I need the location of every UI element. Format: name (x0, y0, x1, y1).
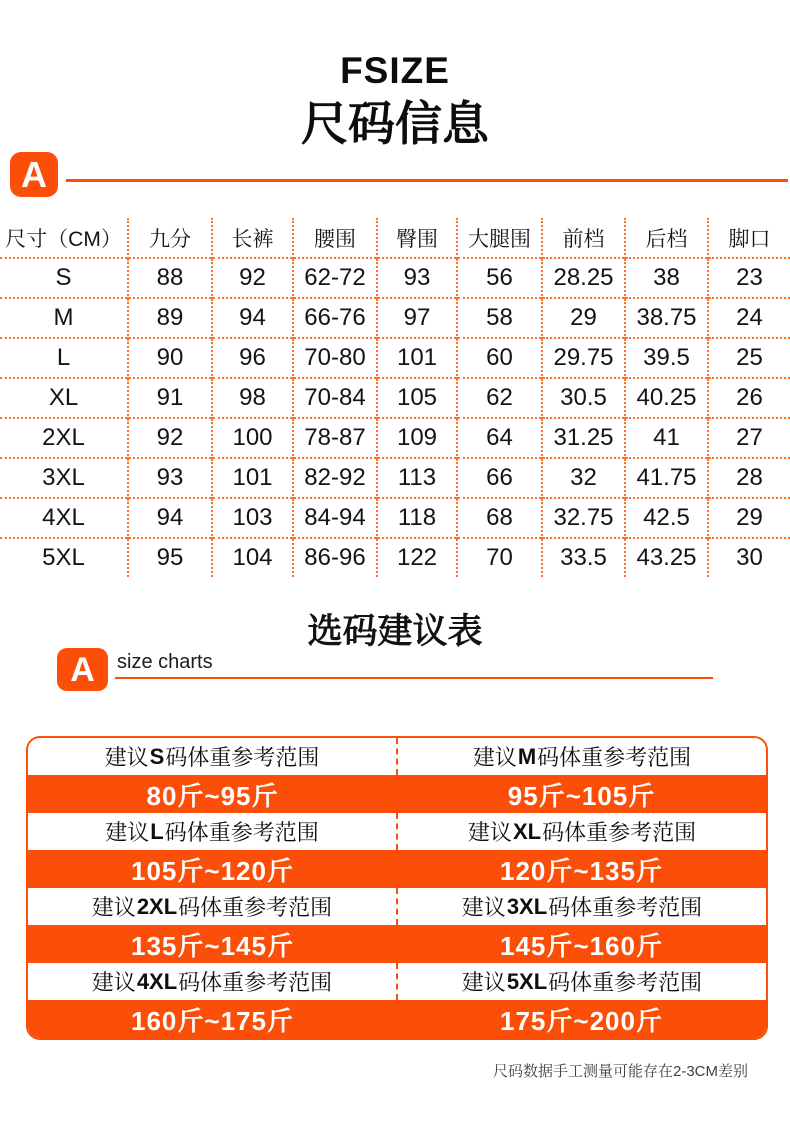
measurement-cell: 27 (708, 418, 790, 458)
measurement-cell: 33.5 (542, 538, 625, 577)
measurement-cell: 38.75 (625, 298, 708, 338)
column-header: 臀围 (377, 218, 457, 258)
measurement-cell: 94 (128, 498, 212, 538)
measurement-cell: 23 (708, 258, 790, 298)
suggestion-size-token: 4XL (136, 968, 178, 994)
column-header: 脚口 (728, 227, 771, 251)
suggestion-label-cell (398, 738, 766, 775)
measurement-cell: 91 (128, 378, 212, 418)
measurement-cell: 70-84 (293, 378, 377, 418)
section-b-badge (57, 648, 108, 691)
suggestion-label-row (28, 738, 766, 775)
suggestion-size-token: XL (512, 818, 542, 844)
measurement-cell: 40.25 (625, 378, 708, 418)
suggestion-label-cell (28, 813, 398, 850)
suggestion-range-cell: 145斤~160斤 (397, 925, 766, 963)
measurement-cell: 62 (457, 378, 542, 418)
measurement-cell: 29 (708, 498, 790, 538)
suggestion-size-token: S (149, 743, 165, 769)
measurement-cell: 42.5 (625, 498, 708, 538)
table-row (0, 298, 790, 338)
table-row (0, 338, 790, 378)
suggestion-range-cell: 160斤~175斤 (28, 1000, 397, 1038)
column-header: 大腿围 (457, 218, 542, 258)
size-name-cell: 3XL (0, 458, 128, 498)
measurement-cell: 96 (212, 338, 293, 378)
table-row (0, 538, 790, 577)
measurement-cell: 66-76 (293, 298, 377, 338)
suggestion-label-prefix: 建议 (105, 820, 150, 845)
measurement-cell: 29.75 (542, 338, 625, 378)
suggestion-range-cell: 135斤~145斤 (28, 925, 397, 963)
measurement-cell: 118 (377, 498, 457, 538)
measurement-cell: 94 (212, 298, 293, 338)
measurement-cell: 56 (457, 258, 542, 298)
size-name-cell: 5XL (0, 538, 128, 577)
suggestion-range-cell: 175斤~200斤 (397, 1000, 766, 1038)
size-charts-caption: size charts (117, 651, 213, 673)
suggestion-label-suffix: 码体重参考范围 (537, 745, 692, 770)
suggestion-size-token: M (517, 743, 537, 769)
measurement-cell: 84-94 (293, 498, 377, 538)
measurement-cell: 29 (542, 298, 625, 338)
size-table-header-row (0, 218, 790, 258)
table-row (0, 458, 790, 498)
size-name-cell: L (0, 338, 128, 378)
size-name-cell: 2XL (0, 418, 128, 458)
measurement-cell: 95 (128, 538, 212, 577)
measurement-cell: 101 (377, 338, 457, 378)
suggestion-range-row (28, 1000, 766, 1038)
suggestion-label-cell (28, 738, 398, 775)
column-header: 长裤 (212, 218, 293, 258)
measurement-cell: 62-72 (293, 258, 377, 298)
suggestion-label-suffix: 码体重参考范围 (548, 970, 703, 995)
suggestion-label-prefix: 建议 (467, 820, 512, 845)
measurement-footnote: 尺码数据手工测量可能存在2-3CM差别 (492, 1063, 748, 1080)
measurement-cell: 90 (128, 338, 212, 378)
measurement-cell: 41 (625, 418, 708, 458)
suggestion-label-prefix: 建议 (91, 895, 136, 920)
measurement-cell: 100 (212, 418, 293, 458)
column-header: 后档 (625, 218, 708, 258)
measurement-cell: 28 (708, 458, 790, 498)
measurement-cell: 60 (457, 338, 542, 378)
suggestion-label-suffix: 码体重参考范围 (164, 820, 319, 845)
suggestion-label-cell (398, 813, 766, 850)
suggestion-size-token: 3XL (506, 893, 548, 919)
suggestion-label-prefix: 建议 (104, 745, 149, 770)
suggestion-label-row (28, 813, 766, 850)
column-header: 九分 (128, 218, 212, 258)
suggestion-range-cell: 120斤~135斤 (397, 850, 766, 888)
measurement-cell: 38 (625, 258, 708, 298)
suggestion-size-token: 2XL (136, 893, 178, 919)
measurement-cell: 70 (457, 538, 542, 577)
suggestion-range-cell: 80斤~95斤 (28, 775, 397, 813)
suggestion-label-suffix: 码体重参考范围 (178, 970, 333, 995)
measurement-cell: 43.25 (625, 538, 708, 577)
suggestion-range-row (28, 775, 766, 813)
size-name-cell: S (0, 258, 128, 298)
suggestion-label-prefix: 建议 (461, 970, 506, 995)
suggestion-label-cell (398, 888, 766, 925)
section-a-badge-letter: A (21, 153, 47, 195)
column-header: 腰围 (293, 218, 377, 258)
measurement-cell: 92 (128, 418, 212, 458)
table-row (0, 378, 790, 418)
suggestion-range-row (28, 925, 766, 963)
measurement-cell: 93 (128, 458, 212, 498)
size-name-cell: M (0, 298, 128, 338)
measurement-cell: 30.5 (542, 378, 625, 418)
suggestion-label-suffix: 码体重参考范围 (178, 895, 333, 920)
measurement-cell: 24 (708, 298, 790, 338)
measurement-cell: 30 (708, 538, 790, 577)
measurement-cell: 98 (212, 378, 293, 418)
suggestion-size-token: L (150, 818, 164, 844)
measurement-cell: 26 (708, 378, 790, 418)
suggestion-label-cell (28, 963, 398, 1000)
section-b-rule (115, 677, 713, 679)
suggestion-label-row (28, 963, 766, 1000)
suggestion-size-token: 5XL (506, 968, 548, 994)
measurement-cell: 64 (457, 418, 542, 458)
measurement-cell: 103 (212, 498, 293, 538)
measurement-cell: 88 (128, 258, 212, 298)
brand-eyebrow: FSIZE (340, 50, 450, 91)
measurement-cell: 25 (708, 338, 790, 378)
measurement-cell: 93 (377, 258, 457, 298)
measurement-cell: 32 (542, 458, 625, 498)
section-a-badge (10, 152, 58, 197)
measurement-cell: 32.75 (542, 498, 625, 538)
section-b-badge-letter: A (70, 650, 95, 689)
suggestion-label-prefix: 建议 (461, 895, 506, 920)
suggestion-title: 选码建议表 (307, 612, 483, 651)
size-table (0, 218, 790, 577)
measurement-cell: 70-80 (293, 338, 377, 378)
suggestion-label-prefix: 建议 (472, 745, 517, 770)
suggestion-label-suffix: 码体重参考范围 (542, 820, 697, 845)
measurement-cell: 66 (457, 458, 542, 498)
measurement-cell: 104 (212, 538, 293, 577)
measurement-cell: 101 (212, 458, 293, 498)
suggestion-label-cell (28, 888, 398, 925)
measurement-cell: 58 (457, 298, 542, 338)
page-title: 尺码信息 (301, 97, 489, 150)
measurement-cell: 89 (128, 298, 212, 338)
table-row (0, 498, 790, 538)
measurement-cell: 68 (457, 498, 542, 538)
suggestion-label-suffix: 码体重参考范围 (165, 745, 320, 770)
measurement-cell: 92 (212, 258, 293, 298)
section-a-rule (66, 179, 788, 182)
column-header: 前档 (542, 218, 625, 258)
suggestion-label-suffix: 码体重参考范围 (548, 895, 703, 920)
measurement-cell: 113 (377, 458, 457, 498)
column-header: 尺寸（CM） (0, 218, 128, 258)
measurement-cell: 78-87 (293, 418, 377, 458)
suggestion-label-prefix: 建议 (91, 970, 136, 995)
size-name-cell: 4XL (0, 498, 128, 538)
measurement-cell: 105 (377, 378, 457, 418)
measurement-cell: 41.75 (625, 458, 708, 498)
table-row (0, 418, 790, 458)
suggestion-table (26, 736, 768, 1040)
suggestion-range-cell: 95斤~105斤 (397, 775, 766, 813)
table-row (0, 258, 790, 298)
measurement-cell: 86-96 (293, 538, 377, 577)
suggestion-label-row (28, 888, 766, 925)
measurement-cell: 122 (377, 538, 457, 577)
measurement-cell: 28.25 (542, 258, 625, 298)
measurement-cell: 97 (377, 298, 457, 338)
measurement-cell: 39.5 (625, 338, 708, 378)
suggestion-label-cell (398, 963, 766, 1000)
suggestion-range-row (28, 850, 766, 888)
suggestion-range-cell: 105斤~120斤 (28, 850, 397, 888)
measurement-cell: 82-92 (293, 458, 377, 498)
measurement-cell: 31.25 (542, 418, 625, 458)
size-name-cell: XL (0, 378, 128, 418)
measurement-cell: 109 (377, 418, 457, 458)
